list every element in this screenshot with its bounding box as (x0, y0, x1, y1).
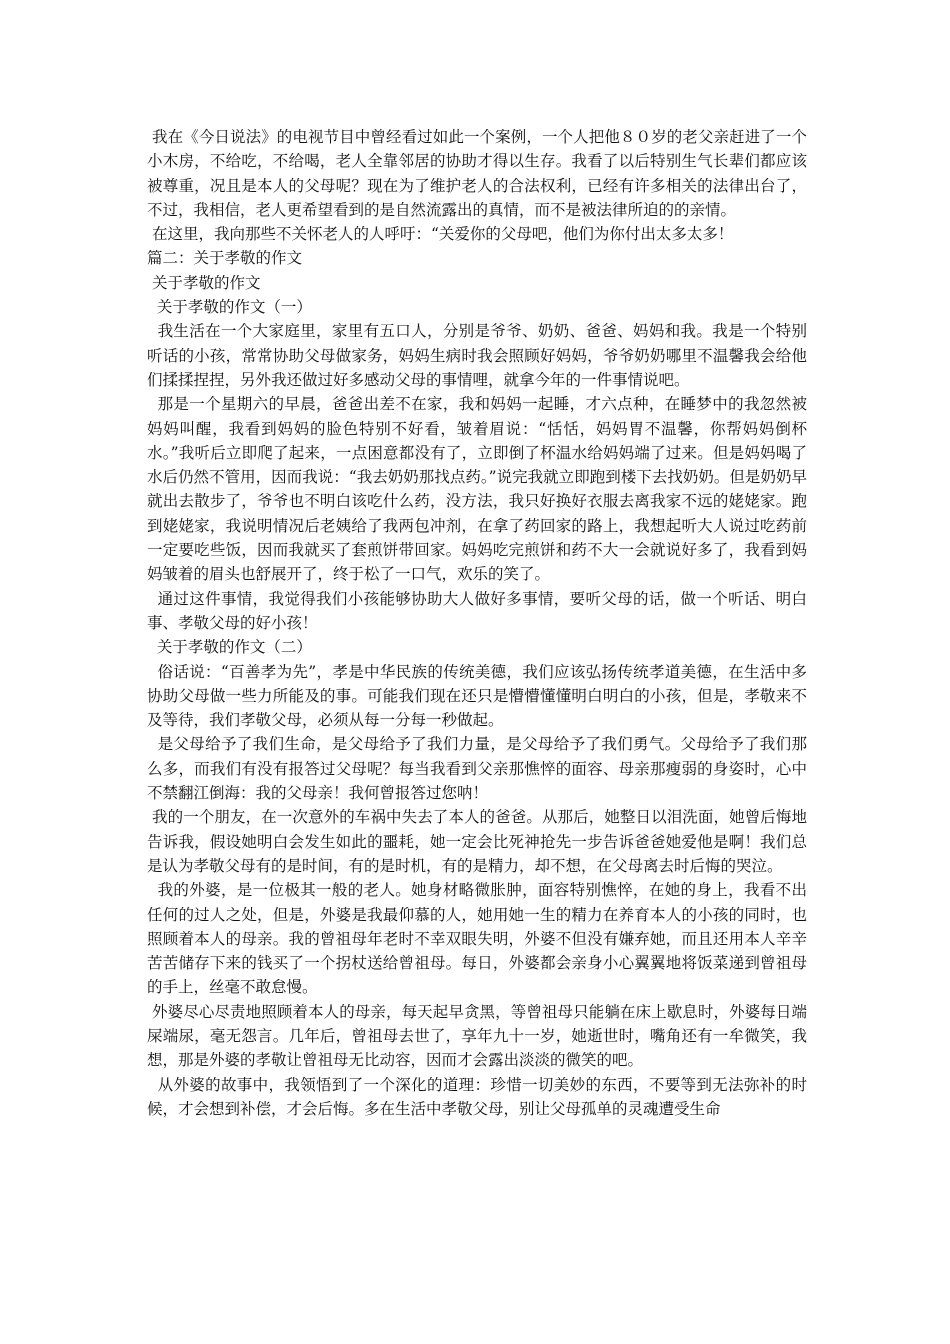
paragraph-12: 我的一个朋友，在一次意外的车祸中失去了本人的爸爸。从那后，她整日以泪洗面，她曾后悔地告诉我，假设她明白会发生如此的噩耗，她一定会比死神抢先一步告诉爸爸她爱他是啊！我们总是认为孝敬父母有的是时间，有的是时机，有的是精力，却不想，在父母离去时后悔的哭泣。 (147, 808, 807, 875)
section-heading: 篇二：关于孝敬的作文 (147, 249, 303, 268)
paragraph-6: 我生活在一个大家庭里，家里有五口人，分别是爷爷、奶奶、爸爸、妈妈和我。我是一个特别听话的小孩，常常协助父母做家务，妈妈生病时我会照顾好妈妈，爷爷奶奶哪里不温馨我会给他们揉揉捏捏，另外我还做过好多感动父母的事情哩，就拿今年的一件事情说吧。 (147, 322, 807, 389)
essay-part-two-title: 关于孝敬的作文（二） (147, 638, 312, 657)
essay-title: 关于孝敬的作文 (147, 273, 261, 292)
paragraph-13: 我的外婆，是一位极其一般的老人。她身材略微胀肿，面容特别憔悴，在她的身上，我看不出任何的过人之处，但是，外婆是我最仰慕的人，她用她一生的精力在养育本人的小孩的同时，也照顾着本人的母亲。我的曾祖母年老时不幸双眼失明，外婆不但没有嫌弃她，而且还用本人辛辛苦苦储存下来的钱买了一个拐杖送给曾祖母。每日，外婆都会亲身小心翼翼地将饭菜递到曾祖母的手上，丝毫不敢怠慢。 (147, 881, 807, 997)
paragraph-14: 外婆尽心尽责地照顾着本人的母亲，每天起早贪黑，等曾祖母只能躺在床上歇息时，外婆每日端屎端尿，毫无怨言。几年后，曾祖母去世了，享年九十一岁，她逝世时，嘴角还有一牟微笑，我想，那是外婆的孝敬让曾祖母无比动容，因而才会露出淡淡的微笑的吧。 (147, 1002, 807, 1070)
paragraph-8: 通过这件事情，我觉得我们小孩能够协助大人做好多事情，要听父母的话，做一个听话、明白事、孝敬父母的好小孩！ (147, 589, 807, 632)
paragraph-10: 俗话说：“百善孝为先”，孝是中华民族的传统美德，我们应该弘扬传统孝道美德，在生活中多协助父母做一些力所能及的事。可能我们现在还只是懵懵懂懂明白明白的小孩，但是，孝敬来不及等待，我们孝敬父母，必须从每一分每一秒做起。 (147, 662, 807, 730)
paragraph-2: 在这里，我向那些不关怀老人的人呼吁：“关爱你的父母吧，他们为你付出太多太多！ (147, 225, 734, 244)
paragraph-1: 我在《今日说法》的电视节目中曾经看过如此一个案例，一个人把他８０岁的老父亲赶进了一个小木房，不给吃，不给喝，老人全靠邻居的协助才得以生存。我看了以后特别生气长辈们都应该被尊重，况且是本人的父母呢？现在为了维护老人的合法权利，已经有许多相关的法律出台了，不过，我相信，老人更希望看到的是自然流露出的真情，而不是被法律所迫的的亲情。 (147, 128, 807, 219)
essay-part-one-title: 关于孝敬的作文（一） (147, 298, 312, 317)
document-page (147, 125, 807, 1121)
paragraph-11: 是父母给予了我们生命，是父母给予了我们力量，是父母给予了我们勇气。父母给予了我们那么多，而我们有没有报答过父母呢？每当我看到父亲那憔悴的面容、母亲那瘦弱的身姿时，心中不禁翻江倒海：我的父母亲！我何曾报答过您呐！ (147, 735, 807, 803)
paragraph-7: 那是一个星期六的早晨，爸爸出差不在家，我和妈妈一起睡，才六点种，在睡梦中的我忽然被妈妈叫醒，我看到妈妈的脸色特别不好看，皱着眉说：“恬恬，妈妈胃不温馨，你帮妈妈倒杯水。”我听后立即爬了起来，一点困意都没有了，立即倒了杯温水给妈妈端了过来。但是妈妈喝了水后仍然不管用，因而我说：“我去奶奶那找点药。”说完我就立即跑到楼下去找奶奶。但是奶奶早就出去散步了，爷爷也不明白该吃什么药，没方法，我只好换好衣服去离我家不远的姥姥家。跑到姥姥家，我说明情况后老姨给了我两包冲剂，在拿了药回家的路上，我想起听大人说过吃药前一定要吃些饭，因而我就买了套煎饼带回家。妈妈吃完煎饼和药不大一会就说好多了，我看到妈妈皱着的眉头也舒展开了，终于松了一口气，欢乐的笑了。 (147, 395, 807, 584)
paragraph-15: 从外婆的故事中，我领悟到了一个深化的道理：珍惜一切美妙的东西，不要等到无法弥补的时候，才会想到补偿，才会后悔。多在生活中孝敬父母，别让父母孤单的灵魂遭受生命 (147, 1075, 807, 1118)
